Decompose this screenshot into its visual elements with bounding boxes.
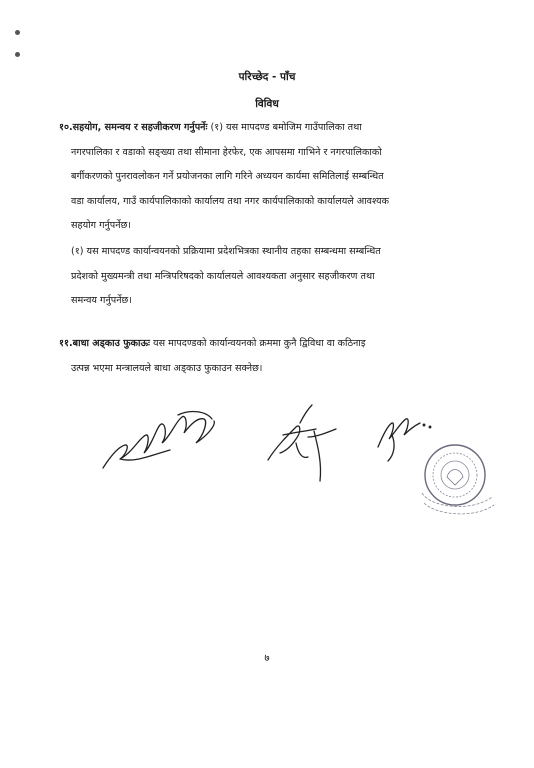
page-number: ७ xyxy=(264,653,270,664)
signature-3 xyxy=(378,419,431,461)
clause-10-heading: १०.सहयोग, समन्वय र सहजीकरण गर्नुपर्नेः xyxy=(59,122,208,133)
clause-10-line-4: वडा कार्यालय, गाउँ कार्यपालिकाको कार्यालय तथा नगर कार्यपालिकाको कार्यालयले आवश्यक xyxy=(71,195,389,207)
clause-10-subclause xyxy=(71,240,381,314)
clause-10-line-1 xyxy=(59,116,389,141)
punch-hole-top xyxy=(15,30,20,35)
subclause-line-2: प्रदेशको मुख्यमन्त्री तथा मन्त्रिपरिषदको कार्यालयले आवश्यकता अनुसार सहजीकरण तथा xyxy=(71,270,375,282)
clause-10 xyxy=(59,116,389,239)
clause-10-line-3: बर्गीकरणको पुनरावलोकन गर्ने प्रयोजनका लागि गरिने अध्ययन कार्यमा समितिलाई सम्बन्धित xyxy=(71,171,384,182)
clause-10-line-5: सहयोग गर्नुपर्नेछ। xyxy=(71,220,131,231)
clause-11-line-2: उत्पन्न भएमा मन्त्रालयले बाधा अड्काउ फुकाउन सक्नेछ। xyxy=(71,362,263,374)
clause-11-heading: ११.बाधा अड्काउ फुकाऊः xyxy=(59,338,150,349)
signature-2 xyxy=(268,405,336,481)
section-title: विविध xyxy=(255,98,279,110)
chapter-title: परिच्छेद - पाँच xyxy=(238,71,296,83)
clause-11-line-1 xyxy=(59,332,366,357)
subclause-line-3: समन्वय गर्नुपर्नेछ। xyxy=(71,295,132,306)
clause-11-text: यस मापदण्डको कार्यान्वयनको क्रममा कुनै द्विविधा वा कठिनाइ xyxy=(153,338,366,349)
clause-11 xyxy=(59,332,366,381)
subclause-line-1: (१) यस मापदण्ड कार्यान्वयनको प्रक्रियामा प्रदेशभित्रका स्थानीय तहका सम्बन्धमा सम्बन्धित xyxy=(71,246,381,257)
punch-hole-bottom xyxy=(15,52,20,57)
signature-1 xyxy=(103,412,214,468)
clause-10-line-2: नगरपालिका र वडाको सङ्ख्या तथा सीमाना हेरफेर, एक आपसमा गाभिने र नगरपालिकाको xyxy=(71,146,382,158)
signature-area xyxy=(0,395,534,535)
clause-10-text: (१) यस मापदण्ड बमोजिम गाउँपालिका तथा xyxy=(210,122,362,133)
official-stamp xyxy=(422,445,494,514)
